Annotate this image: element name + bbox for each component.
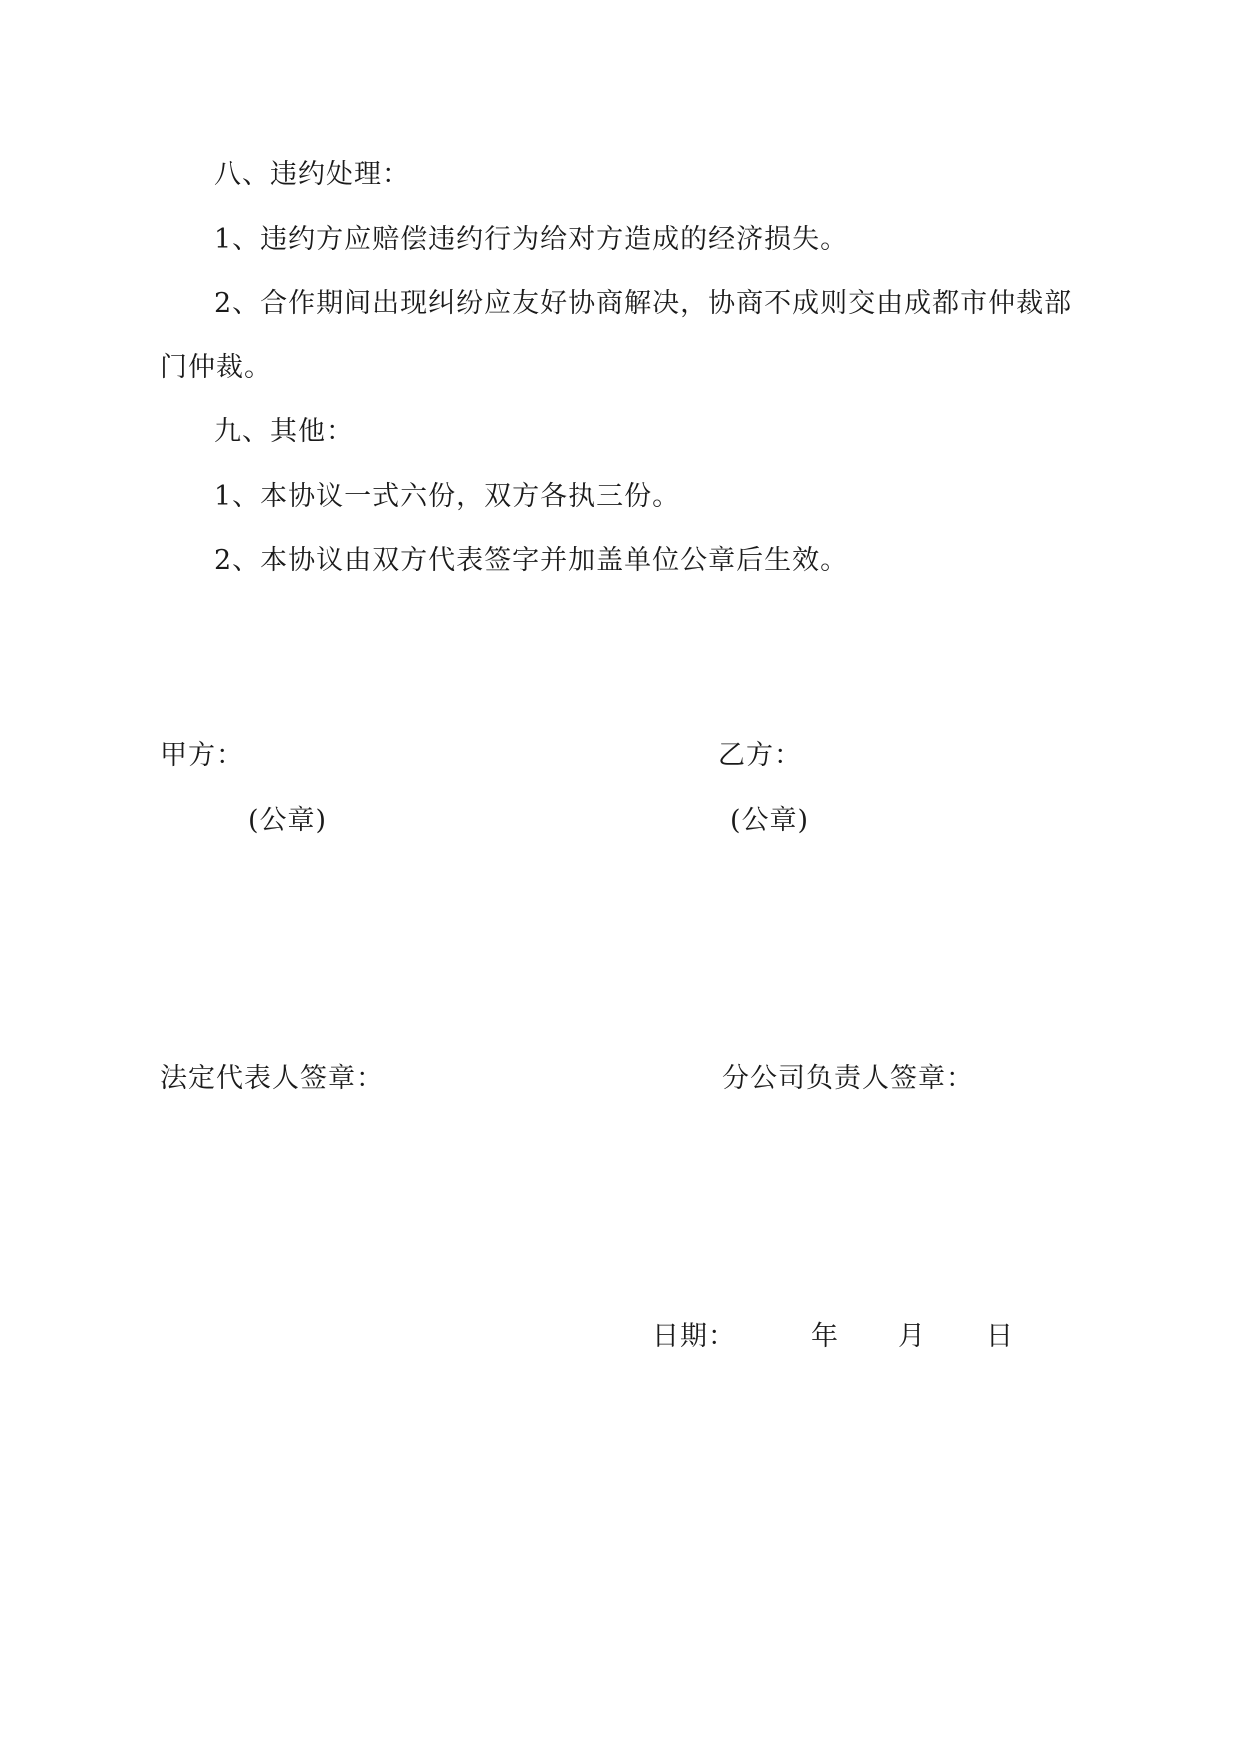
section-9-item-2: 2、本协议由双方代表签字并加盖单位公章后生效。 <box>214 545 849 576</box>
date-day: 日 <box>986 1321 1014 1352</box>
party-a-seal: (公章) <box>248 805 328 836</box>
date-label: 日期： <box>652 1321 736 1352</box>
section-8-item-1: 1、违约方应赔偿违约行为给对方造成的经济损失。 <box>214 224 849 255</box>
section-8-heading: 八、违约处理： <box>214 159 410 190</box>
section-8-item-2: 2、合作期间出现纠纷应友好协商解决，协商不成则交由成都市仲裁部 <box>214 288 1073 319</box>
date-year: 年 <box>811 1321 839 1352</box>
party-b-label: 乙方： <box>718 740 802 771</box>
party-a-label: 甲方： <box>160 740 244 771</box>
branch-manager-signature-label: 分公司负责人签章： <box>722 1063 974 1094</box>
party-b-seal: (公章) <box>730 805 810 836</box>
date-month: 月 <box>898 1321 926 1352</box>
section-9-item-1: 1、本协议一式六份，双方各执三份。 <box>214 481 681 512</box>
section-9-heading: 九、其他： <box>214 416 354 447</box>
legal-representative-signature-label: 法定代表人签章： <box>160 1063 384 1094</box>
section-8-item-2-continued: 门仲裁。 <box>160 352 272 383</box>
